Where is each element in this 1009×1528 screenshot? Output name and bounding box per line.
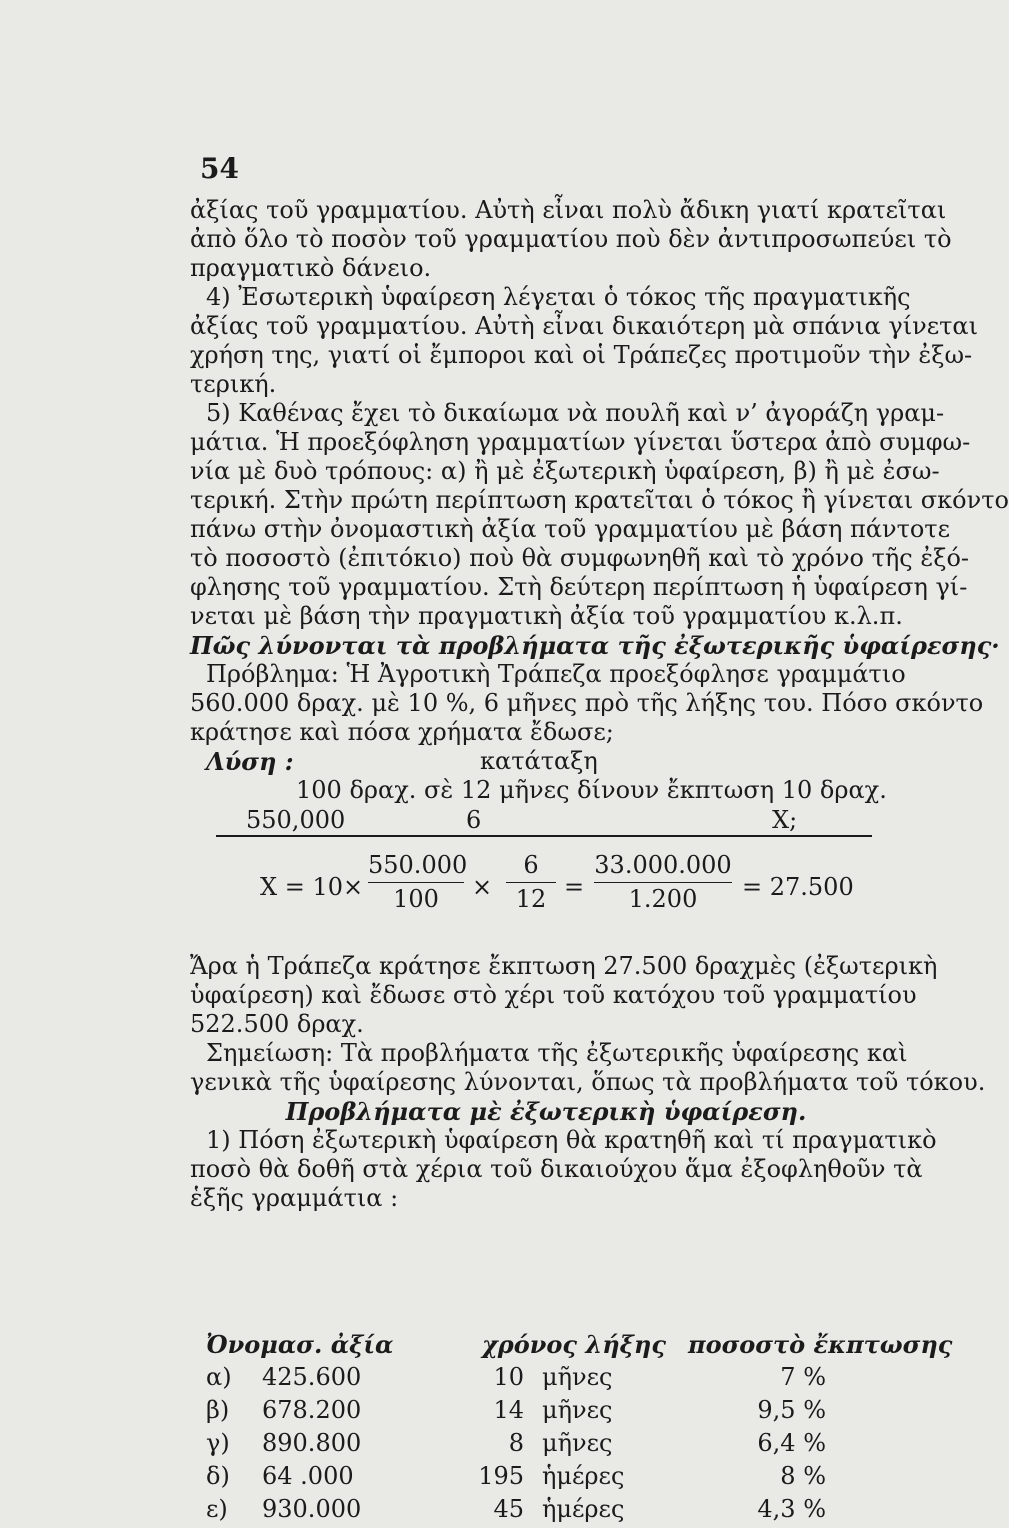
- cell-letter: γ): [206, 1429, 230, 1457]
- table-row: [190, 1396, 902, 1429]
- header-maturity: χρόνος λήξης: [482, 1330, 666, 1359]
- cell-value: 890.800: [262, 1429, 362, 1457]
- text-line: Προβλήματα μὲ ἐξωτερικὴ ὑφαίρεση.: [285, 1097, 807, 1126]
- text-line: ἑξῆς γραμμάτια :: [190, 1184, 399, 1212]
- text-line: Σημείωση: Τὰ προβλήματα τῆς ἐξωτερικῆς ὑφαίρεσης καὶ: [206, 1039, 908, 1067]
- solution-line-2-unknown: X;: [772, 806, 798, 834]
- cell-value: 425.600: [262, 1363, 362, 1391]
- body-text: [190, 196, 1009, 1213]
- text-line: 5) Καθένας ἔχει τὸ δικαίωμα νὰ πουλῆ καὶ ν’ ἀγοράζη γραμ-: [206, 399, 945, 427]
- solution-line-1: 100 δραχ. σὲ 12 μῆνες δίνουν ἔκπτωση 10 δραχ.: [296, 776, 887, 804]
- text-line: ἀπὸ ὅλο τὸ ποσὸν τοῦ γραμματίου ποὺ δὲν ἀντιπροσωπεύει τὸ: [190, 225, 952, 253]
- text-line: γενικὰ τῆς ὑφαίρεσης λύνονται, ὅπως τὰ προβλήματα τοῦ τόκου.: [190, 1068, 986, 1096]
- text-line: χρήση της, γιατί οἱ ἔμποροι καὶ οἱ Τράπεζες προτιμοῦν τὴν ἐξω-: [190, 341, 973, 369]
- after-block: [190, 952, 986, 1213]
- header-nominal-value: Ὀνομασ. ἀξία: [206, 1330, 394, 1359]
- text-line: πάνω στὴν ὀνομαστικὴ ἀξία τοῦ γραμματίου μὲ βάση πάντοτε: [190, 515, 951, 543]
- cell-letter: α): [206, 1363, 232, 1391]
- solution-line-2-amount: 550,000: [246, 806, 346, 834]
- table-row: [190, 1429, 902, 1462]
- table-row: [190, 1363, 902, 1396]
- separator-rule: [216, 835, 872, 837]
- text-line: μάτια. Ἡ προεξόφληση γραμματίων γίνεται ὕστερα ἀπὸ συμφω-: [190, 428, 971, 456]
- solution-line-2-months: 6: [466, 806, 482, 834]
- cell-rate: 9,5 %: [757, 1396, 826, 1424]
- text-line: νεται μὲ βάση τὴν πραγματικὴ ἀξία τοῦ γραμματίου κ.λ.π.: [190, 602, 903, 630]
- cell-n: 14: [493, 1396, 524, 1424]
- cell-n: 45: [493, 1495, 524, 1523]
- cell-unit: ἡμέρες: [542, 1462, 625, 1490]
- solution-label: Λύση :: [206, 747, 294, 776]
- cell-unit: μῆνες: [542, 1429, 613, 1457]
- text-line: φλησης τοῦ γραμματίου. Στὴ δεύτερη περίπτωση ἡ ὑφαίρεση γί-: [190, 573, 968, 601]
- table-body: [190, 1363, 902, 1528]
- table-header: [190, 1330, 953, 1363]
- solution-title: κατάταξη: [480, 747, 598, 775]
- bills-table: [190, 1330, 953, 1528]
- text-line: 522.500 δραχ.: [190, 1010, 364, 1038]
- text-line: 4) Ἐσωτερικὴ ὑφαίρεση λέγεται ὁ τόκος τῆς πραγματικῆς: [206, 283, 911, 311]
- text-line: Πρόβλημα: Ἡ Ἀγροτικὴ Τράπεζα προεξόφλησε γραμμάτιο: [206, 660, 906, 688]
- cell-n: 195: [478, 1462, 524, 1490]
- fraction-1: 550.000 100: [368, 851, 468, 913]
- page-number: 54: [200, 152, 239, 185]
- cell-unit: ἡμέρες: [542, 1495, 625, 1523]
- cell-rate: 6,4 %: [757, 1429, 826, 1457]
- header-discount-rate: ποσοστὸ ἔκπτωσης: [688, 1330, 953, 1359]
- cell-value: 678.200: [262, 1396, 362, 1424]
- formula-result: = 27.500: [742, 873, 854, 901]
- text-line: Ἄρα ἡ Τράπεζα κράτησε ἔκπτωση 27.500 δραχμὲς (ἐξωτερικὴ: [190, 952, 938, 980]
- text-line: 1) Πόση ἐξωτερικὴ ὑφαίρεση θὰ κρατηθῆ καὶ τί πραγματικὸ: [206, 1126, 937, 1154]
- text-line: ἀξίας τοῦ γραμματίου. Αὐτὴ εἶναι πολὺ ἄδικη γιατί κρατεῖται: [190, 196, 947, 224]
- text-line: ὑφαίρεση) καὶ ἔδωσε στὸ χέρι τοῦ κατόχου τοῦ γραμματίου: [190, 981, 917, 1009]
- text-line: τερική. Στὴν πρώτη περίπτωση κρατεῖται ὁ τόκος ἢ γίνεται σκόντο: [190, 486, 1009, 514]
- text-line: πραγματικὸ δάνειο.: [190, 254, 432, 282]
- text-line: τὸ ποσοστὸ (ἐπιτόκιο) ποὺ θὰ συμφωνηθῆ καὶ τὸ χρόνο τῆς ἐξό-: [190, 544, 970, 572]
- table-row: [190, 1462, 902, 1495]
- text-line: τερική.: [190, 370, 277, 398]
- cell-unit: μῆνες: [542, 1396, 613, 1424]
- formula: [190, 843, 902, 943]
- cell-rate: 8 %: [780, 1462, 826, 1490]
- fraction-3: 33.000.000 1.200: [594, 851, 732, 913]
- cell-letter: β): [206, 1396, 230, 1424]
- cell-letter: δ): [206, 1462, 230, 1490]
- cell-rate: 7 %: [780, 1363, 826, 1391]
- cell-value: 930.000: [262, 1495, 362, 1523]
- text-line: ἀξίας τοῦ γραμματίου. Αὐτὴ εἶναι δικαιότερη μὰ σπάνια γίνεται: [190, 312, 979, 340]
- cell-rate: 4,3 %: [757, 1495, 826, 1523]
- text-line: Πῶς λύνονται τὰ προβλήματα τῆς ἐξωτερικῆς ὑφαίρεσης·: [190, 631, 1000, 660]
- cell-letter: ε): [206, 1495, 228, 1523]
- formula-equals: =: [564, 873, 585, 901]
- fraction-2: 6 12: [506, 851, 556, 914]
- cell-unit: μῆνες: [542, 1363, 613, 1391]
- text-line: ποσὸ θὰ δοθῆ στὰ χέρια τοῦ δικαιούχου ἅμα ἐξοφληθοῦν τὰ: [190, 1155, 923, 1183]
- formula-times: ×: [472, 873, 493, 901]
- text-line: 560.000 δραχ. μὲ 10 %, 6 μῆνες πρὸ τῆς λήξης του. Πόσο σκόντο: [190, 689, 984, 717]
- formula-lhs: X = 10×: [260, 873, 364, 901]
- paragraph-block: [190, 196, 1009, 747]
- text-line: κράτησε καὶ πόσα χρήματα ἔδωσε;: [190, 718, 614, 746]
- cell-value: 64 .000: [262, 1462, 354, 1490]
- cell-n: 8: [508, 1429, 524, 1457]
- text-line: νία μὲ δυὸ τρόπους: α) ἢ μὲ ἐξωτερικὴ ὑφαίρεση, β) ἢ μὲ ἐσω-: [190, 457, 940, 485]
- cell-n: 10: [493, 1363, 524, 1391]
- solution-block: [190, 747, 902, 952]
- table-row: [190, 1495, 902, 1528]
